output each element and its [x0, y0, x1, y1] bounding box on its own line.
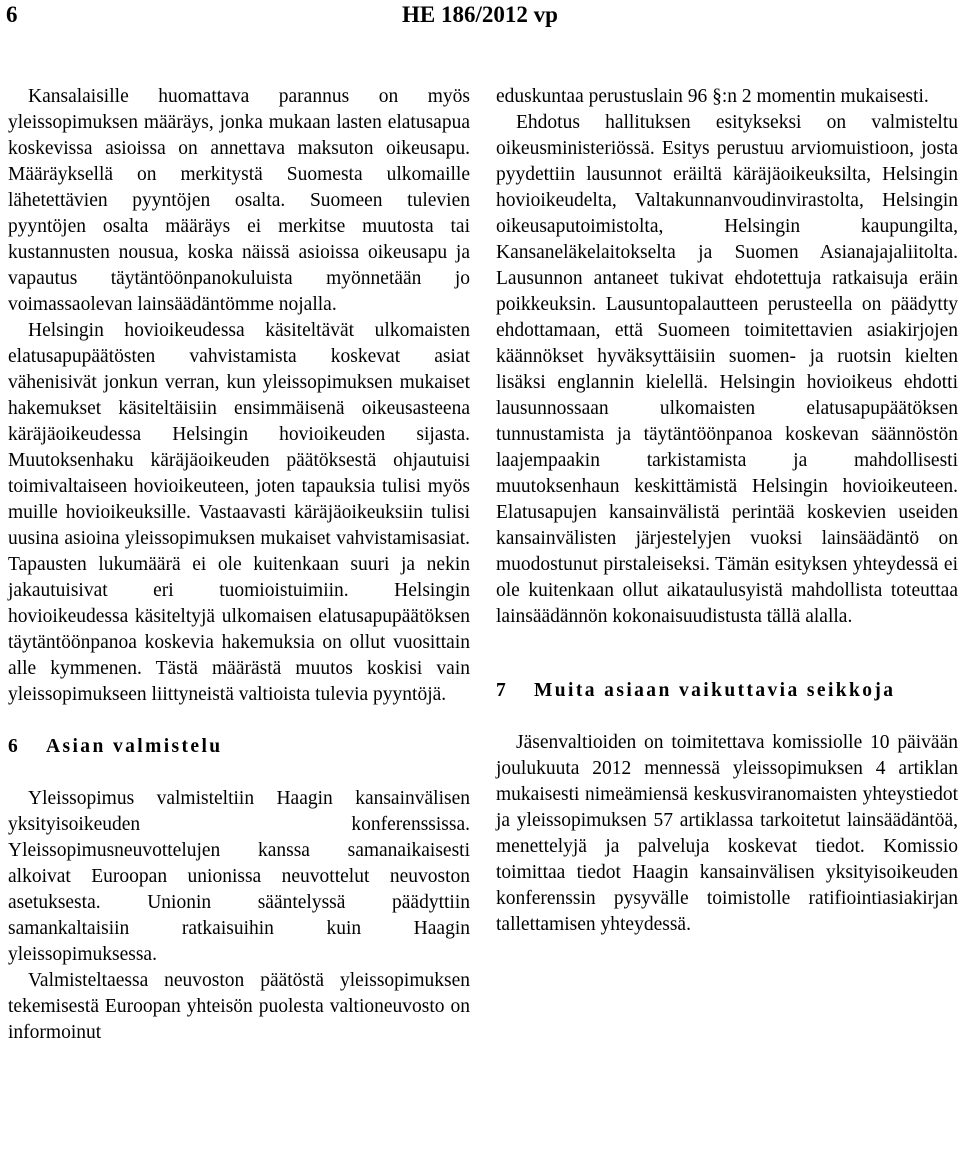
paragraph: Ehdotus hallituksen esitykseksi on valmisteltu oikeusministeriössä. Esitys perustuu arviomuistioon, josta pyydettiin lausunnot eräiltä käräjäoikeuksilta, Helsingin hovioikeudelta, Valtakunnanvoudinvirastolta, Helsingin oikeusaputoimistolta, Helsingin kaupungilta, Kansaneläkelaitokselta ja Suomen Asianajajaliitolta. Lausunnon antaneet tukivat ehdotettuja ratkaisuja eräin poikkeuksin. Lausuntopalautteen perusteella on päädytty ehdottamaan, että Suomeen toimitettavien asiakirjojen käännökset hyväksyttäisiin suomen- ja ruotsin kielten lisäksi englannin kielellä. Helsingin hovioikeus ehdotti lausunnossaan ulkomaisten elatusapupäätöksen tunnustamista ja täytäntöönpanoa koskevan säännöstön laajempaakin tarkistamista ja mahdollisesti muutoksenhaun keskittämistä Helsingin hovioikeuteen. Elatusapujen kansainvälistä perintää koskevien useiden kansainvälisten järjestelyjen vuoksi lainsäädäntö on muodostunut pirstaleiseksi. Tämän esityksen yhteydessä ei ole kuitenkaan ollut aikataulusyistä mahdollista toteuttaa lainsäädännön kokonaisuudistusta tällä alalla.: [496, 112, 958, 627]
paragraph: eduskuntaa perustuslain 96 §:n 2 momentin mukaisesti.: [496, 86, 929, 107]
page-header: [0, 0, 960, 40]
section-heading-6: [8, 734, 470, 760]
document-id: HE 186/2012 vp: [402, 2, 558, 27]
section-title: Muita asiaan vaikuttavia seikkoja: [534, 680, 896, 701]
section-title: Asian valmistelu: [46, 736, 223, 757]
right-column: [496, 84, 958, 938]
paragraph: Jäsenvaltioiden on toimitettava komissiolle 10 päivään joulukuuta 2012 mennessä yleissopimuksen 4 artiklan mukaisesti nimeämiensä keskusviranomaisten yhteystiedot ja yleissopimuksen 57 artiklassa tarkoitetut lainsäädäntöä, menettelyjä ja palveluja koskevat tiedot. Komissio toimittaa tiedot Haagin kansainvälisen yksityisoikeuden konferenssin pysyvälle toimistolle ratifiointiasiakirjan tallettamisen yhteydessä.: [496, 732, 958, 935]
section-number: 6: [8, 736, 18, 757]
paragraph: Helsingin hovioikeudessa käsiteltävät ulkomaisten elatusapupäätösten vahvistamista koskevat asiat vähenisivät jonkun verran, kun yleissopimuksen mukaiset hakemukset käsiteltäisiin ensimmäisenä oikeusasteena käräjäoikeudessa Helsingin hovioikeuden sijasta. Muutoksenhaku käräjäoikeuden päätöksestä ohjautuisi toimivaltaiseen hovioikeuteen, joten tapauksia tulisi myös muille hovioikeuksille. Vastaavasti käräjäoikeuksiin tulisi uusina asioina yleissopimuksen mukaiset vahvistamisasiat. Tapausten lukumäärä ei ole kuitenkaan suuri ja nekin jakautuisivat eri tuomioistuimiin. Helsingin hovioikeudessa käsiteltyjä ulkomaisen elatusapupäätöksen täytäntöönpanoa koskevia hakemuksia on ollut vuosittain alle kymmenen. Tästä määrästä muutos koskisi vain yleissopimukseen liittyneistä valtioista tulevia pyyntöjä.: [8, 320, 470, 705]
paragraph: Kansalaisille huomattava parannus on myös yleissopimuksen määräys, jonka mukaan lasten elatusapua koskevissa asioissa on annettava maksuton oikeusapu. Määräyksellä on merkitystä Suomesta ulkomaille lähetettävien pyyntöjen osalta. Suomeen tulevien pyyntöjen osalta määräys ei merkitse muutosta tai kustannusten nousua, koska näissä asioissa oikeusapu ja vapautus täytäntöönpanokuluista myönnetään jo voimassaolevan lainsäädäntömme nojalla.: [8, 86, 470, 315]
section-number: 7: [496, 680, 506, 701]
section-heading-7: [496, 678, 958, 704]
page-number: 6: [6, 2, 18, 27]
left-column: [8, 84, 470, 1046]
paragraph: Valmisteltaessa neuvoston päätöstä yleissopimuksen tekemisestä Euroopan yhteisön puolesta valtioneuvosto on informoinut: [8, 970, 470, 1043]
paragraph: Yleissopimus valmisteltiin Haagin kansainvälisen yksityisoikeuden konferenssissa. Yleissopimusneuvottelujen kanssa samanaikaisesti alkoivat Euroopan unionissa neuvottelut neuvoston asetuksesta. Unionin sääntelyssä päädyttiin samankaltaisiin ratkaisuihin kuin Haagin yleissopimuksessa.: [8, 788, 470, 965]
